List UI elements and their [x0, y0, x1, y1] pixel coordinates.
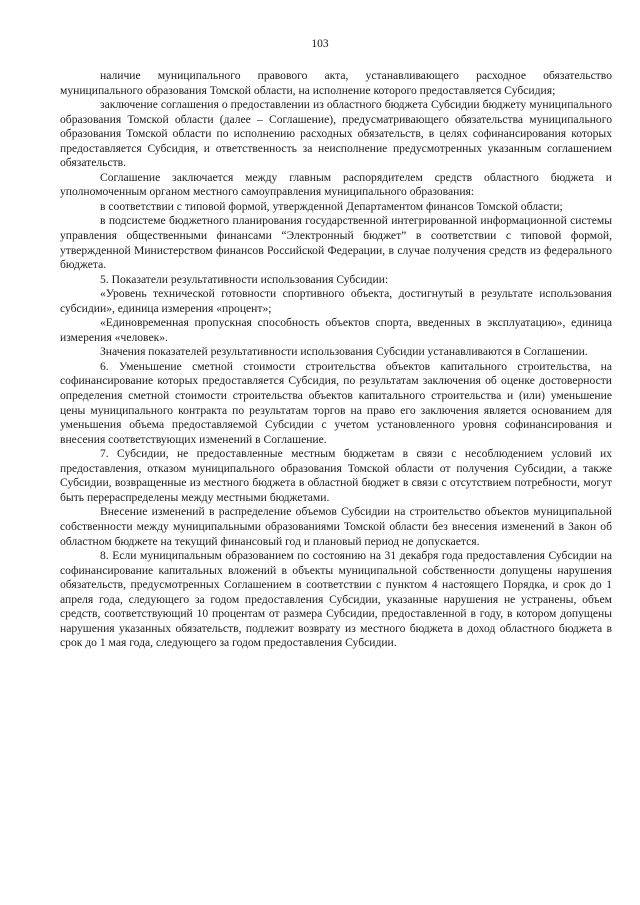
paragraph: наличие муниципального правового акта, устанавливающего расходное обязательство муниципального образования Томской области, на исполнение которого предоставляется Субсидия;: [60, 69, 612, 97]
paragraph: в подсистеме бюджетного планирования государственной интегрированной информационной системы управления общественными финансами “Электронный бюджет” в соответствии с типовой формой, утвержденной Министерством финансов Российской Федерации, в случае получения средств из федерального бюджета.: [60, 214, 612, 272]
paragraph: Значения показателей результативности использования Субсидии устанавливаются в Соглашении.: [100, 345, 588, 359]
paragraph: в соответствии с типовой формой, утвержденной Департаментом финансов Томской области;: [100, 199, 563, 213]
paragraph: заключение соглашения о предоставлении из областного бюджета Субсидии бюджету муниципального образования Томской области (далее – Соглашение), предусматривающего обязательства муниципального образования Томской области по исполнению расходных обязательств, в целях софинансирования которых предоставляется Субсидия, и ответственность за неисполнение предусмотренных указанным соглашением обязательств.: [60, 98, 612, 170]
paragraph: Соглашение заключается между главным распорядителем средств областного бюджета и уполномоченным органом местного самоуправления муниципального образования:: [60, 170, 612, 199]
document-body: [60, 69, 612, 651]
paragraph: 8. Если муниципальным образованием по состоянию на 31 декабря года предоставления Субсидии на софинансирование капитальных вложений в объекты муниципальной собственности допущены нарушения обязательств, предусмотренных Соглашением в соответствии с пунктом 4 настоящего Порядка, и срок до 1 апреля года, следующего за годом предоставления Субсидии, указанные нарушения не устранены, объем средств, соответствующий 10 процентам от размера Субсидии, предоставленной в году, в котором допущены нарушения указанных обязательств, подлежит возврату из местного бюджета в доход областного бюджета в срок до 1 мая года, следующего за годом предоставления Субсидии.: [60, 549, 612, 650]
paragraph: Внесение изменений в распределение объемов Субсидии на строительство объектов муниципальной собственности между муниципальными образованиями Томской области без внесения изменений в Закон об областном бюджете на текущий финансовый год и плановый период не допускается.: [60, 505, 612, 548]
paragraph: 7. Субсидии, не предоставленные местным бюджетам в связи с несоблюдением условий их предоставления, отказом муниципального образования Томской области от получения Субсидии, а также Субсидии, возвращенные из местного бюджета в областной бюджет в связи с отсутствием потребности, могут быть перераспределены между местными бюджетами.: [60, 447, 612, 504]
paragraph: «Уровень технической готовности спортивного объекта, достигнутый в результате использования субсидии», единица измерения «процент»;: [60, 287, 612, 315]
paragraph: 5. Показатели результативности использования Субсидии:: [100, 272, 389, 286]
page-number: 103: [311, 38, 329, 50]
paragraph: 6. Уменьшение сметной стоимости строительства объектов капитального строительства, на софинансирование которых предоставляется Субсидия, по результатам заключения об оценке достоверности определения сметной стоимости строительства объектов капитального строительства и (или) уменьшение цены муниципального контракта по результатам торгов на право его заключения является основанием для уменьшения объема предоставляемой Субсидии с учетом установленного уровня софинансирования и внесения соответствующих изменений в Соглашение.: [60, 359, 612, 446]
paragraph: «Единовременная пропускная способность объектов спорта, введенных в эксплуатацию», единица измерения «человек».: [60, 316, 612, 344]
